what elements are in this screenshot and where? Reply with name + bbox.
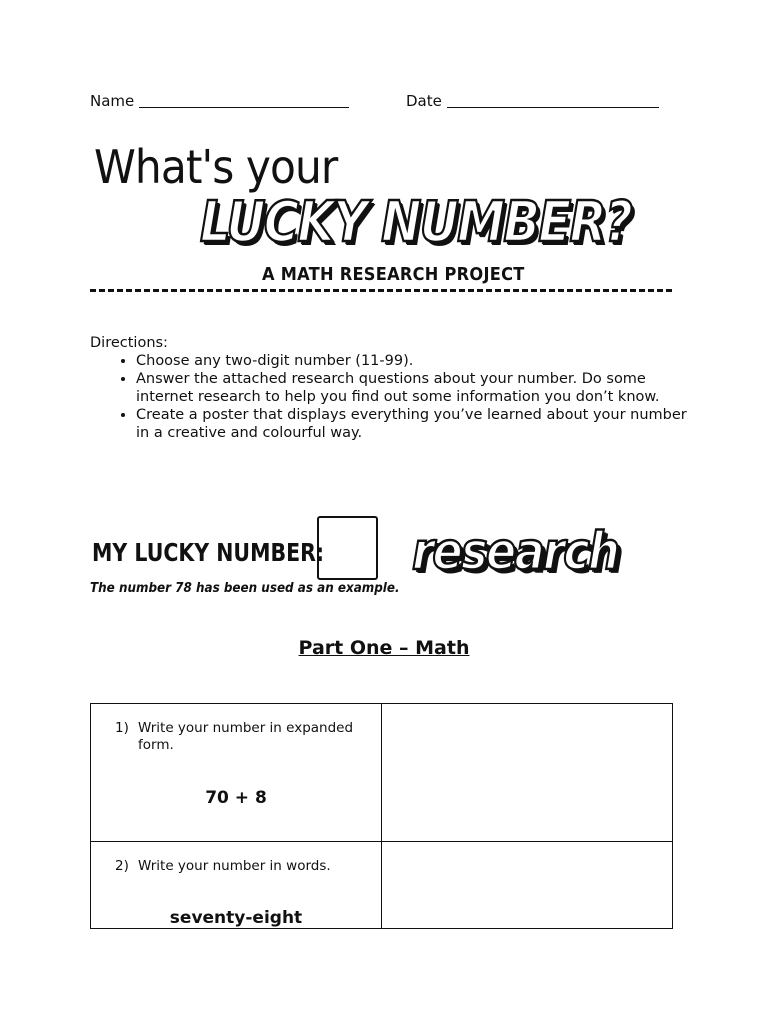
question-text-block xyxy=(115,720,367,754)
question-cell xyxy=(91,704,382,842)
question-number: 1) xyxy=(115,720,129,736)
directions-item: • Answer the attached research questions about your number. Do some internet research to help you find out some information you don’t know. xyxy=(136,370,690,406)
lucky-number-box[interactable] xyxy=(317,516,378,580)
banner-title-line1: What's your xyxy=(94,140,338,194)
question-answer: seventy-eight xyxy=(169,908,303,928)
table-row xyxy=(91,842,673,929)
directions-section xyxy=(90,334,690,442)
directions-item: • Choose any two-digit number (11-99). xyxy=(136,352,690,370)
dashed-divider xyxy=(90,289,672,292)
answer-cell[interactable] xyxy=(382,842,673,929)
lucky-number-label: MY LUCKY NUMBER: xyxy=(92,538,325,567)
banner-title-line2: LUCKY NUMBER? xyxy=(200,190,632,255)
example-note: The number 78 has been used as an example. xyxy=(90,581,400,596)
name-field[interactable] xyxy=(90,92,349,110)
question-cell xyxy=(91,842,382,929)
question-text: Write your number in words. xyxy=(138,858,331,874)
directions-item: • Create a poster that displays everything you’ve learned about your number in a creative and colourful way. xyxy=(136,406,690,442)
banner-subtitle: A MATH RESEARCH PROJECT xyxy=(262,264,525,285)
date-label: Date xyxy=(406,92,442,110)
research-title: research xyxy=(412,522,619,582)
question-text: Write your number in expanded form. xyxy=(138,720,354,753)
date-field[interactable] xyxy=(406,92,659,110)
math-questions-table xyxy=(90,703,673,929)
name-label: Name xyxy=(90,92,135,110)
directions-heading: Directions: xyxy=(90,335,168,351)
answer-cell[interactable] xyxy=(382,704,673,842)
question-text-block xyxy=(115,858,367,875)
date-blank-line[interactable] xyxy=(447,93,659,108)
name-blank-line[interactable] xyxy=(139,93,349,108)
question-answer: 70 + 8 xyxy=(205,788,267,808)
question-number: 2) xyxy=(115,858,129,874)
table-row xyxy=(91,704,673,842)
directions-list xyxy=(90,352,690,442)
part-one-heading: Part One – Math xyxy=(298,637,470,659)
